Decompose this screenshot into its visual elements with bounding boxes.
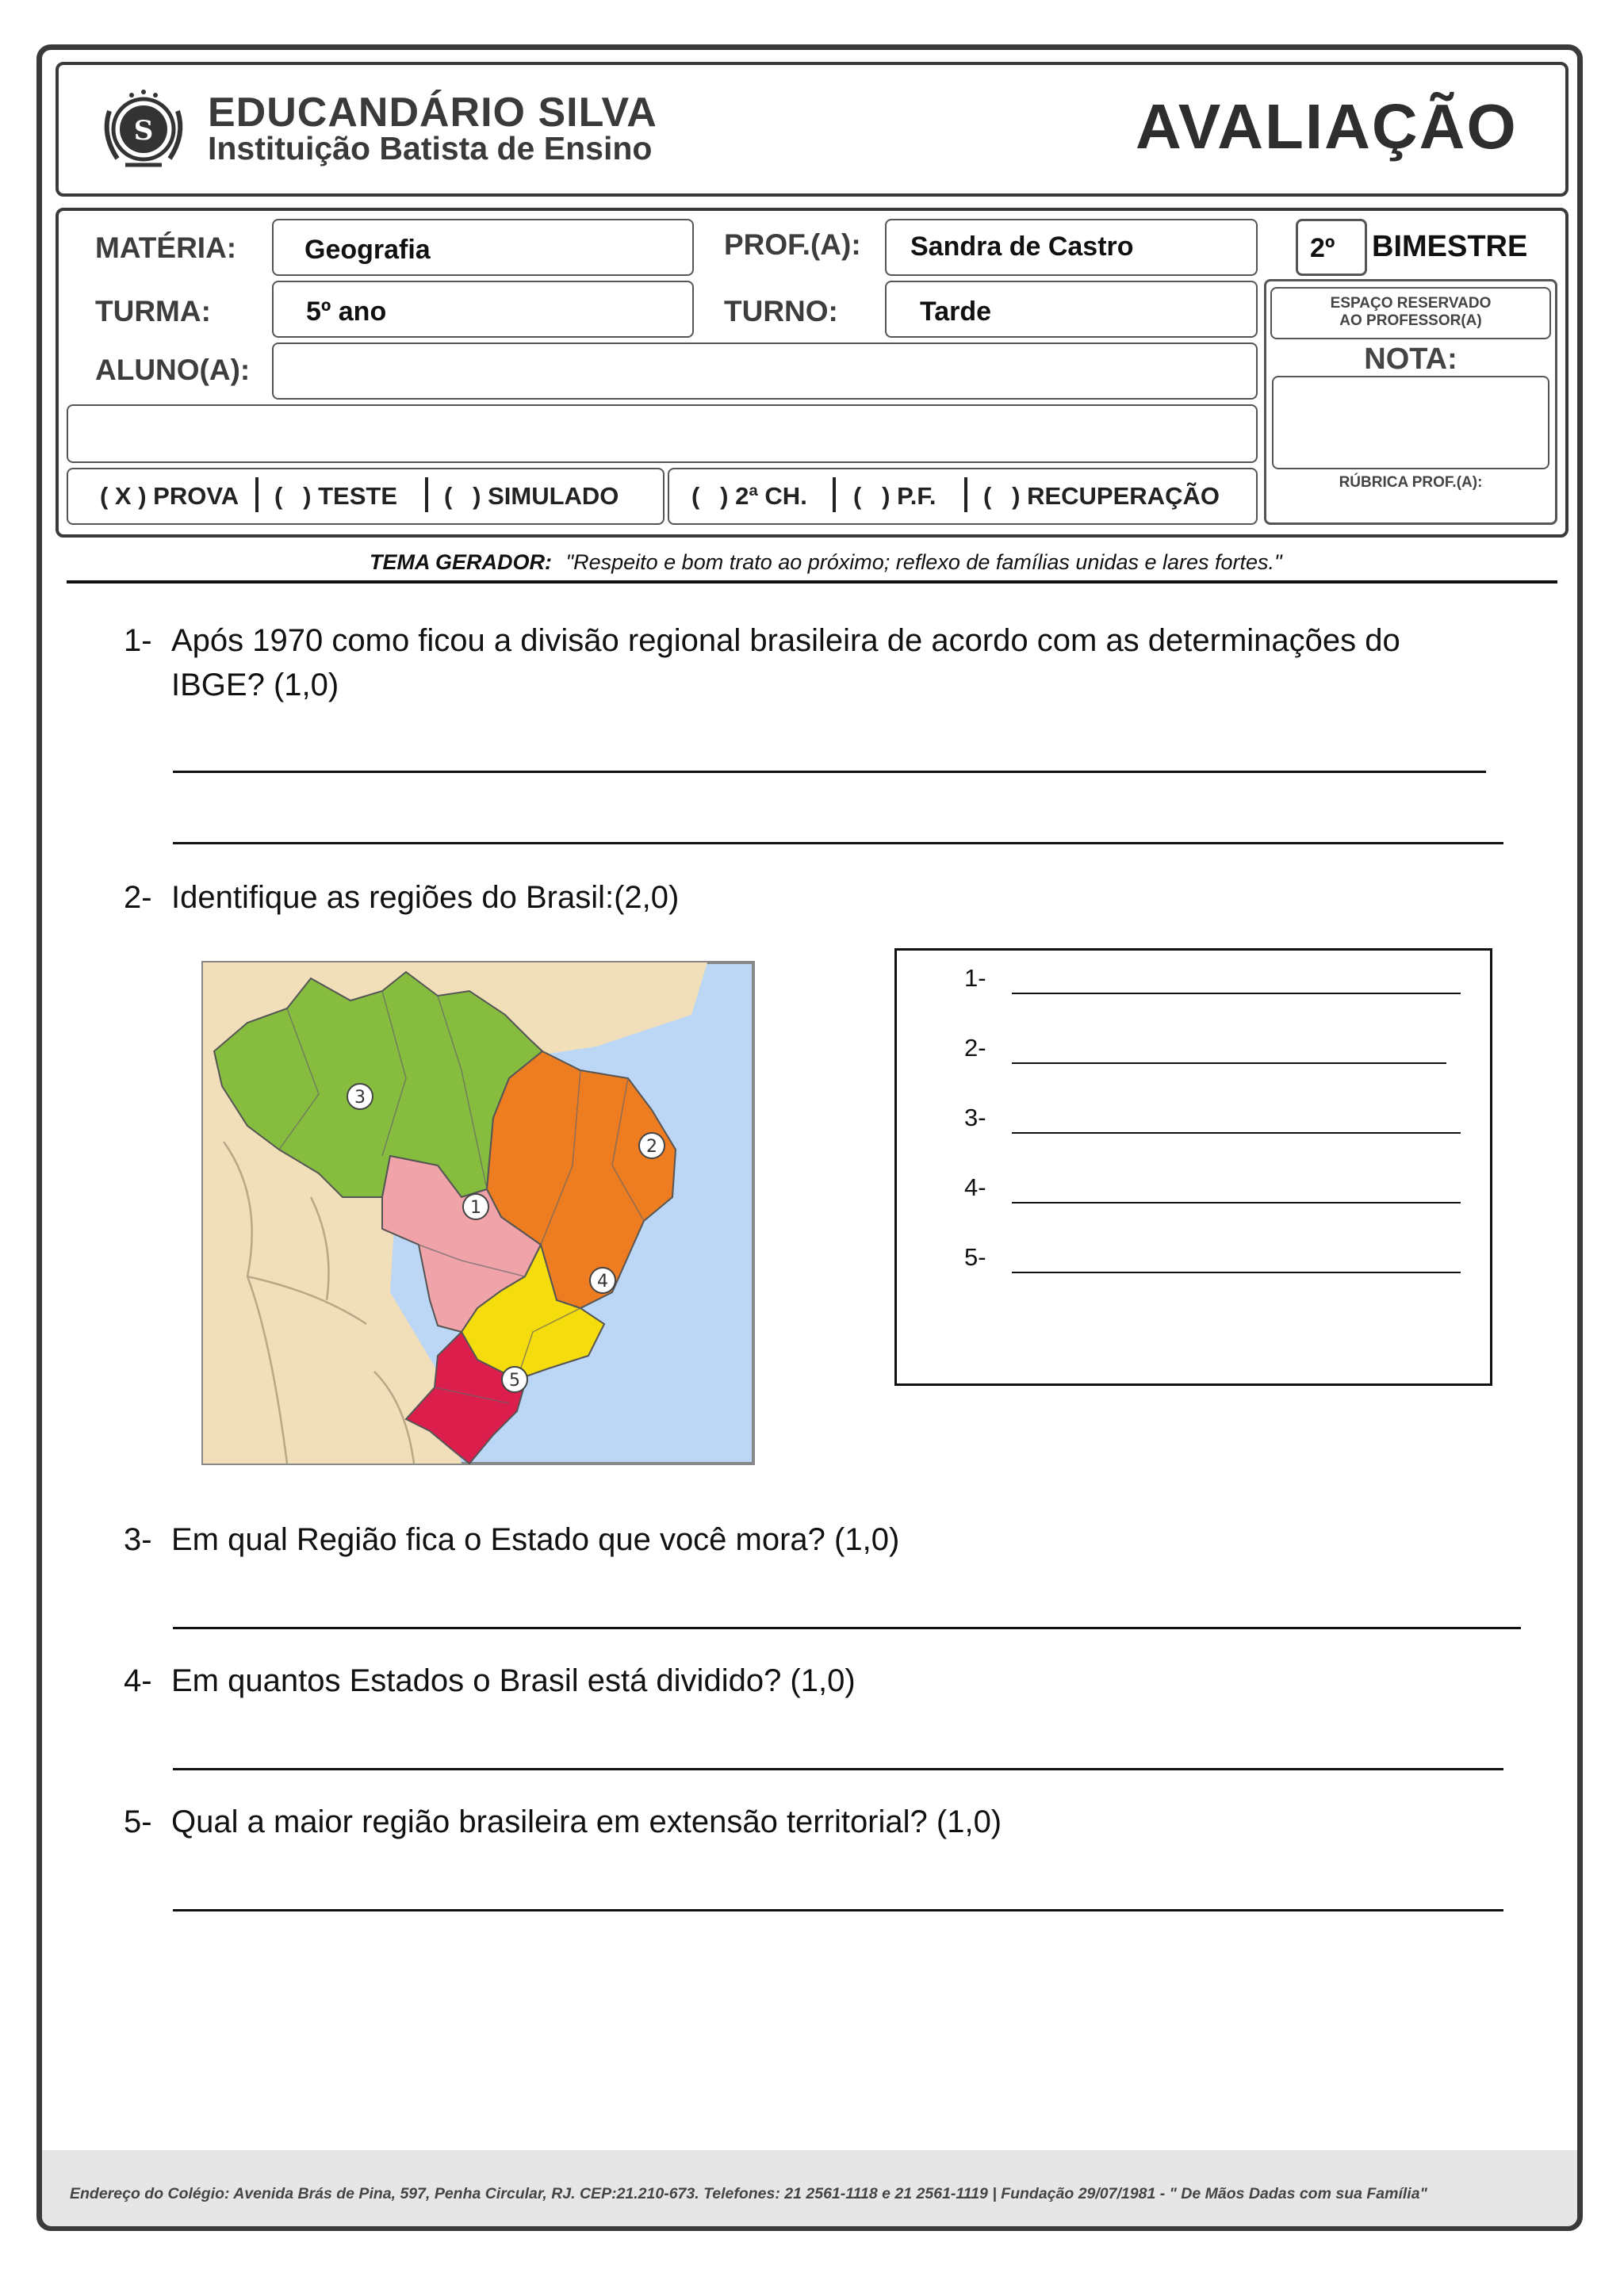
theme-line — [370, 550, 1282, 575]
map-label-marker-2 — [639, 1133, 665, 1158]
question-5-text: Qual a maior região brasileira em extensão territorial? (1,0) — [171, 1804, 1002, 1839]
answer-line-q1a[interactable] — [173, 771, 1486, 773]
question-2-text: Identifique as regiões do Brasil:(2,0) — [171, 880, 680, 915]
theme-text: "Respeito e bom trato ao próximo; reflexo de famílias unidas e lares fortes." — [565, 550, 1282, 574]
school-logo — [94, 79, 193, 179]
nota-field[interactable] — [1272, 376, 1549, 469]
school-subtitle: Instituição Batista de Ensino — [208, 130, 653, 166]
aluno-label: ALUNO(A): — [95, 354, 251, 386]
answer-box-label-5: 5- — [964, 1243, 986, 1271]
answer-box-line-4[interactable] — [1012, 1202, 1461, 1203]
option-simulado[interactable]: ( ) SIMULADO — [444, 482, 619, 510]
materia-label: MATÉRIA: — [95, 232, 237, 264]
map-label-1: 1 — [470, 1198, 481, 1218]
bimestre-label: BIMESTRE — [1372, 230, 1528, 263]
bimestre-number: 2º — [1310, 233, 1335, 263]
option-teste[interactable]: ( ) TESTE — [274, 482, 397, 510]
answer-box-line-3[interactable] — [1012, 1132, 1461, 1134]
header-separator — [67, 580, 1557, 584]
footer-text: Endereço do Colégio: Avenida Brás de Pina, 597, Penha Circular, RJ. CEP:21.210-673. Telefones: 21 2561-1118 e 21 2561-1119 | Fundação 29/07/1981 - " De Mãos Dadas com sua Família" — [70, 2185, 1427, 2202]
map-label-marker-4 — [590, 1268, 615, 1293]
turno-value: Tarde — [920, 297, 992, 327]
option-recuperacao[interactable]: ( ) RECUPERAÇÃO — [983, 482, 1220, 510]
map-label-5: 5 — [509, 1371, 520, 1391]
turma-value: 5º ano — [306, 297, 387, 327]
materia-value: Geografia — [304, 235, 431, 265]
extra-field[interactable] — [67, 404, 1258, 463]
option-prova[interactable]: ( X ) PROVA — [100, 482, 239, 510]
reserved-text-line2: AO PROFESSOR(A) — [1339, 312, 1482, 329]
answer-box — [894, 948, 1492, 1386]
reserved-text-line1: ESPAÇO RESERVADO — [1330, 295, 1492, 312]
question-1-text: Após 1970 como ficou a divisão regional brasileira de acordo com as determinações do — [171, 623, 1400, 658]
question-5-number: 5- — [124, 1804, 152, 1839]
option-divider — [255, 477, 259, 512]
aluno-field[interactable] — [272, 342, 1258, 400]
map-label-marker-3 — [347, 1084, 373, 1109]
answer-box-label-2: 2- — [964, 1034, 986, 1062]
answer-box-line-5[interactable] — [1012, 1272, 1461, 1273]
rubrica-label: RÚBRICA PROF.(A): — [1339, 474, 1483, 491]
answer-box-line-2[interactable] — [1012, 1062, 1446, 1064]
answer-line-q4[interactable] — [173, 1768, 1503, 1770]
question-4-number: 4- — [124, 1663, 152, 1698]
answer-line-q3[interactable] — [173, 1627, 1521, 1629]
answer-line-q5[interactable] — [173, 1909, 1503, 1911]
answer-line-q1b[interactable] — [173, 842, 1503, 844]
map-label-marker-1 — [463, 1194, 488, 1219]
option-pf[interactable]: ( ) P.F. — [853, 482, 936, 510]
svg-text:S: S — [133, 115, 154, 147]
map-label-3: 3 — [354, 1088, 366, 1108]
question-1-number: 1- — [124, 623, 152, 658]
question-4-text: Em quantos Estados o Brasil está dividido? (1,0) — [171, 1663, 856, 1698]
option-divider — [425, 477, 428, 512]
theme-label: TEMA GERADOR: — [370, 550, 552, 574]
brazil-regions-map — [200, 959, 756, 1467]
turno-label: TURNO: — [724, 295, 838, 327]
question-3-text: Em qual Região fica o Estado que você mora? (1,0) — [171, 1522, 900, 1557]
turma-label: TURMA: — [95, 295, 211, 327]
question-1-text-line2: IBGE? (1,0) — [171, 668, 339, 702]
map-label-2: 2 — [646, 1137, 657, 1157]
answer-box-label-1: 1- — [964, 964, 986, 992]
question-3-number: 3- — [124, 1522, 152, 1557]
option-divider — [964, 477, 967, 512]
map-label-4: 4 — [597, 1272, 608, 1292]
nota-label: NOTA: — [1364, 342, 1457, 376]
answer-box-line-1[interactable] — [1012, 993, 1461, 994]
option-divider — [833, 477, 836, 512]
question-2-number: 2- — [124, 880, 152, 915]
document-title: AVALIAÇÃO — [1136, 91, 1518, 162]
option-2ch[interactable]: ( ) 2ª CH. — [691, 482, 807, 510]
answer-box-label-3: 3- — [964, 1104, 986, 1131]
school-name: EDUCANDÁRIO SILVA — [208, 90, 657, 136]
prof-label: PROF.(A): — [724, 228, 861, 261]
map-label-marker-5 — [502, 1367, 527, 1392]
prof-value: Sandra de Castro — [910, 232, 1134, 262]
answer-box-label-4: 4- — [964, 1173, 986, 1201]
